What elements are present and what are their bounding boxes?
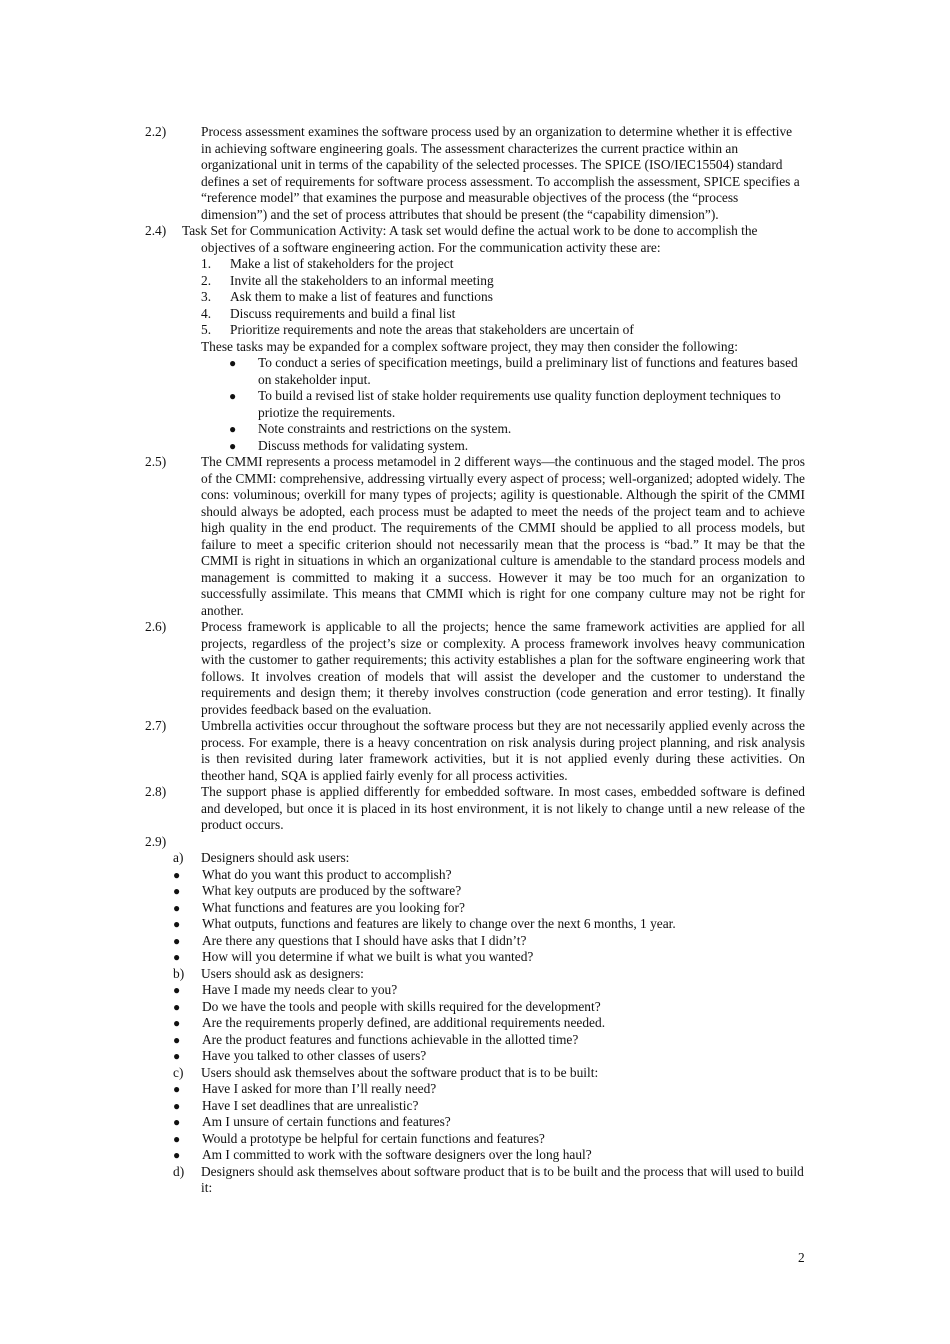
section-number: 2.7) — [145, 718, 167, 733]
list-item: ● Note constraints and restrictions on the system. — [229, 421, 512, 436]
subsection-heading: Users should ask themselves about the software product that is to be built: — [201, 1064, 599, 1080]
bullet-icon: ● — [173, 1131, 181, 1146]
bullet-icon: ● — [173, 950, 181, 964]
list-item: ● Discuss methods for validating system. — [229, 437, 469, 453]
section-number: 2.8) — [145, 784, 167, 799]
list-item: 5. Prioritize requirements and note the areas that stakeholders are uncertain of — [201, 322, 634, 337]
bullet-icon: ● — [173, 1115, 181, 1129]
bullet-list — [145, 1081, 805, 1164]
list-item: 2. Invite all the stakeholders to an informal meeting — [201, 272, 494, 288]
subsection-heading: Designers should ask themselves about software product that is to be built and the process that will used to build it: — [201, 1163, 804, 1195]
subsection-label: d) — [173, 1163, 185, 1179]
list-item: ● Have I asked for more than I’ll really need? — [173, 1081, 437, 1096]
list-item: ● How will you determine if what we built is what you wanted? — [173, 949, 534, 964]
bullet-icon: ● — [173, 1016, 181, 1030]
bullet-icon: ● — [173, 1082, 181, 1096]
section-2-8 — [145, 784, 805, 834]
list-item: ● Have I set deadlines that are unrealistic? — [173, 1097, 419, 1113]
section-2-4 — [145, 223, 805, 454]
task-list — [201, 256, 805, 339]
subsection-c — [145, 1065, 805, 1082]
bullet-icon: ● — [173, 867, 181, 882]
bullet-icon: ● — [173, 1098, 181, 1113]
list-item: 4. Discuss requirements and build a final list — [201, 305, 456, 321]
section-2-7 — [145, 718, 805, 784]
bullet-icon: ● — [173, 1049, 181, 1063]
bullet-icon: ● — [173, 917, 181, 931]
bullet-icon: ● — [229, 422, 237, 436]
list-item: 1. Make a list of stakeholders for the project — [201, 256, 454, 271]
section-text: Process framework is applicable to all the projects; hence the same framework activities are applied for all projects, regardless of the project’s size or complexity. A process framework involves heavy communication with the customer to gather requirements; this activity establishes a plan for the software engineering work that follows. It involves creation of models that will assist the developer and the customer to understand the requirements and design them; it thereby involves construction (code generation and error testing). It finally provides feedback based on the evaluation. — [201, 619, 805, 717]
bullet-icon: ● — [173, 884, 181, 898]
list-item: ● What outputs, functions and features are likely to change over the next 6 months, 1 year. — [173, 916, 676, 931]
section-text: objectives of a software engineering action. For the communication activity these are: — [201, 239, 661, 255]
page-body — [145, 124, 805, 1197]
section-text: Umbrella activities occur throughout the software process but they are not necessarily applied evenly across the process. For example, there is a heavy concentration on risk analysis during project planning, and risk analysis is then revisited during later framework activities, but it is not applied evenly during these activities. On theother hand, SQA is applied fairly evenly for all process activities. — [201, 718, 805, 783]
section-2-9 — [145, 834, 805, 1197]
list-item: ● What key outputs are produced by the software? — [173, 883, 462, 898]
list-item: ● What functions and features are you looking for? — [173, 899, 465, 915]
list-item: ● Would a prototype be helpful for certain functions and features? — [173, 1130, 545, 1146]
list-item: ● Do we have the tools and people with skills required for the development? — [173, 998, 601, 1014]
bullet-icon: ● — [173, 983, 181, 997]
subsection-heading: Users should ask as designers: — [201, 965, 364, 981]
section-2-5 — [145, 454, 805, 619]
bullet-icon: ● — [173, 933, 181, 948]
section-text: The CMMI represents a process metamodel in 2 different ways—the continuous and the staged model. The pros of the CMMI: comprehensive, addressing virtually every aspect of process; well-organized; adopted widely. The cons: voluminous; overkill for many types of projects; agility is questionable. Although the spirit of the CMMI should always be adopted, each process must be adapted to meet the needs of the project team and to achieve high quality in the end product. The requirements of the CMMI should be applied to all process models, but failure to meet a specific criterion should not necessarily mean that the process is “bad.” It may be that the CMMI is right in situations in which an organizational culture is amendable to the standard process models and management is committed to making it a success. However it may be too much for an organization to successfully assimilate. This means that CMMI which is right for one company culture may not be right for another. — [201, 454, 805, 618]
bullet-icon: ● — [173, 1032, 181, 1047]
list-item: ● Are there any questions that I should have asks that I didn’t? — [173, 932, 527, 948]
section-lead: Task Set for Communication Activity: A task set would define the actual work to be done to accomplish the — [182, 223, 758, 238]
section-text: The support phase is applied differently for embedded software. In most cases, embedded software is defined and developed, but once it is placed in its host environment, it is not likely to change until a new release of the product occurs. — [201, 784, 805, 832]
list-item: ● What do you want this product to accomplish? — [173, 866, 452, 882]
list-item: ● Are the product features and functions achievable in the allotted time? — [173, 1031, 579, 1047]
bullet-icon: ● — [229, 356, 237, 370]
list-item: ● Are the requirements properly defined, are additional requirements needed. — [173, 1015, 606, 1030]
section-number: 2.2) — [145, 124, 167, 139]
list-item: ● Have you talked to other classes of users? — [173, 1048, 427, 1063]
bullet-icon: ● — [229, 389, 237, 403]
bullet-icon: ● — [173, 900, 181, 915]
list-item: ● Have I made my needs clear to you? — [173, 982, 398, 997]
bullet-list — [201, 355, 805, 454]
bullet-list — [145, 982, 805, 1065]
section-text: Process assessment examines the software process used by an organization to determine whether it is effective in achieving software engineering goals. The assessment characterizes the current practice within an organizational unit in terms of the capability of the selected processes. The SPICE (ISO/IEC15504) standard defines a set of requirements for software process assessment. To accomplish the assessment, SPICE specifies a “reference model” that examines the purpose and measurable objectives of the process (the “process dimension”) and the set of process attributes that should be present (the “capability dimension”). — [201, 124, 800, 222]
list-item: ● Am I committed to work with the software designers over the long haul? — [173, 1147, 592, 1162]
subsection-label: c) — [173, 1064, 184, 1080]
section-2-6 — [145, 619, 805, 718]
section-number: 2.9) — [145, 833, 167, 849]
page-number: 2 — [798, 1250, 805, 1265]
list-item: ● To build a revised list of stake holder requirements use quality function deployment techniques to priotize the requirements. — [229, 388, 781, 420]
subsection-b — [145, 966, 805, 983]
subsection-label: b) — [173, 965, 185, 981]
list-item: ● Am I unsure of certain functions and features? — [173, 1114, 451, 1129]
subsection-label: a) — [173, 850, 184, 865]
bullet-icon: ● — [173, 1148, 181, 1162]
bullet-list — [145, 867, 805, 966]
list-item: ● To conduct a series of specification meetings, build a preliminary list of functions and features based on stakeholder input. — [229, 355, 798, 387]
subsection-d — [145, 1164, 805, 1197]
section-number: 2.6) — [145, 619, 167, 634]
subsection-a — [145, 850, 805, 867]
section-number: 2.5) — [145, 454, 167, 469]
section-number: 2.4) — [145, 223, 167, 238]
subsection-heading: Designers should ask users: — [201, 850, 350, 865]
bullet-icon: ● — [173, 999, 181, 1014]
bullet-icon: ● — [229, 438, 237, 453]
section-text: These tasks may be expanded for a complex software project, they may then consider the following: — [201, 338, 738, 354]
list-item: 3. Ask them to make a list of features and functions — [201, 289, 493, 304]
section-2-2 — [145, 124, 805, 223]
